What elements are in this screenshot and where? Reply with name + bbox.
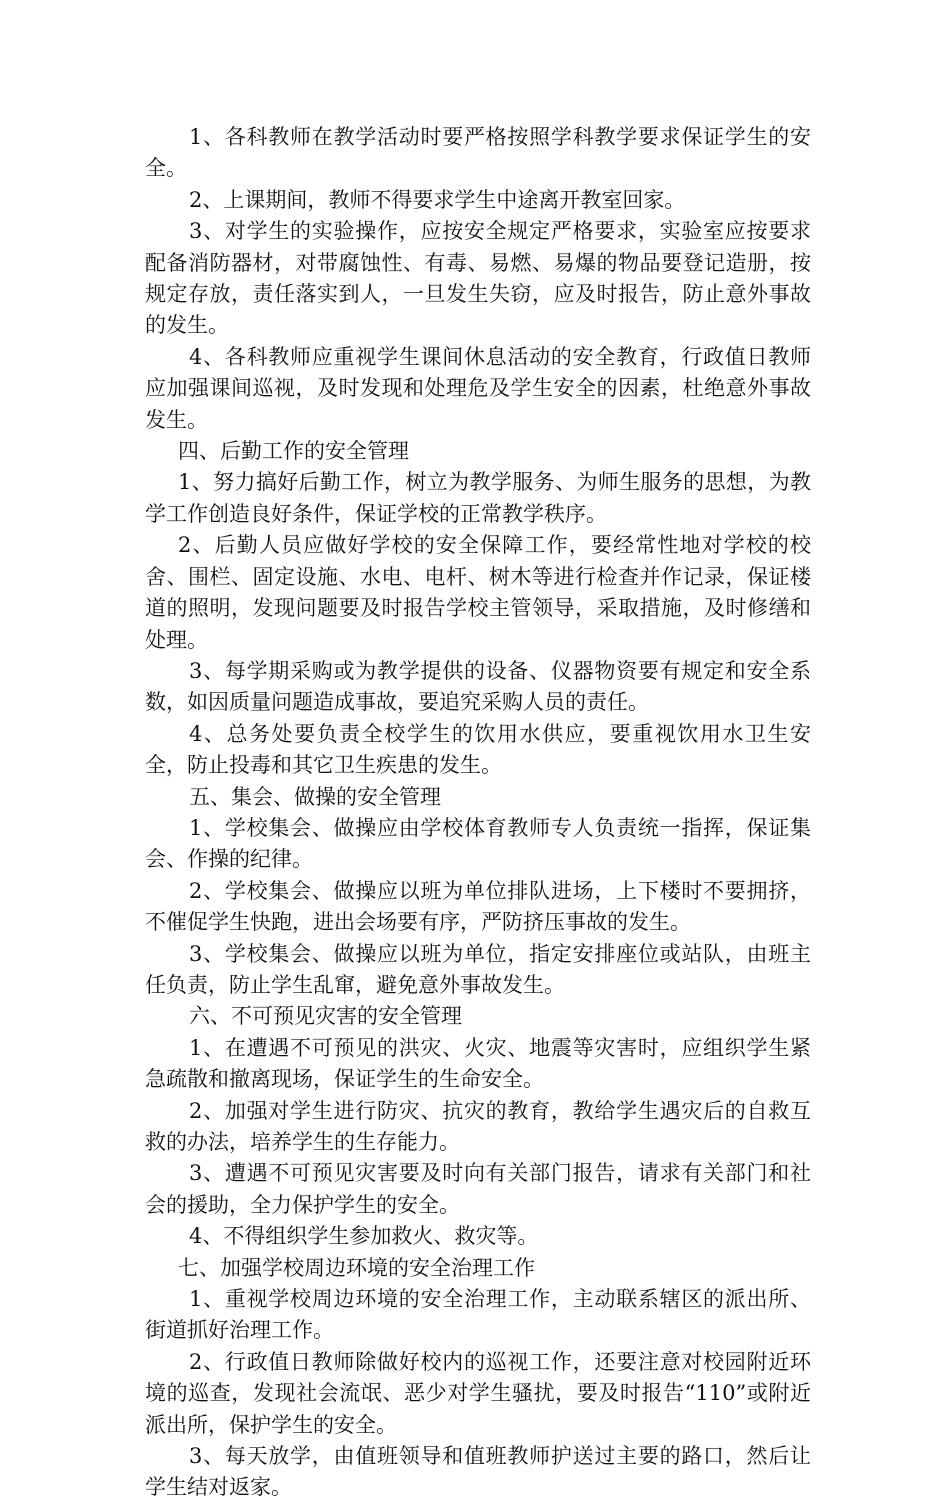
section-heading-4: 四、后勤工作的安全管理 — [178, 439, 409, 464]
paragraph-item-17: 2、行政值日教师除做好校内的巡视工作，还要注意对校园附近环境的巡查，发现社会流氓、恶少对学生骚扰，要及时报告“110”或附近派出所，保护学生的安全。 — [145, 1349, 811, 1437]
paragraph-item-16: 1、重视学校周边环境的安全治理工作，主动联系辖区的派出所、街道抓好治理工作。 — [145, 1287, 811, 1343]
paragraph-item-15: 4、不得组织学生参加救火、救灾等。 — [189, 1224, 539, 1249]
paragraph-item-18: 3、每天放学，由值班领导和值班教师护送过主要的路口，然后让学生结对返家。 — [145, 1444, 811, 1500]
section-heading-6: 六、不可预见灾害的安全管理 — [189, 1004, 462, 1029]
paragraph-item-13: 2、加强对学生进行防灾、抗灾的教育，教给学生遇灾后的自救互救的办法，培养学生的生存能力。 — [145, 1098, 811, 1154]
paragraph-item-5: 1、努力搞好后勤工作，树立为教学服务、为师生服务的思想，为教学工作创造良好条件，保证学校的正常教学秩序。 — [145, 470, 811, 526]
paragraph-item-6: 2、后勤人员应做好学校的安全保障工作，要经常性地对学校的校舍、围栏、固定设施、水电、电杆、树木等进行检查并作记录，保证楼道的照明，发现问题要及时报告学校主管领导，采取措施，及时修缮和处理。 — [145, 533, 811, 652]
paragraph-item-3: 3、对学生的实验操作，应按安全规定严格要求，实验室应按要求配备消防器材，对带腐蚀性、有毒、易燃、易爆的物品要登记造册，按规定存放，责任落实到人，一旦发生失窃，应及时报告，防止意外事故的发生。 — [145, 219, 811, 338]
paragraph-item-14: 3、遭遇不可预见灾害要及时向有关部门报告，请求有关部门和社会的援助，全力保护学生的安全。 — [145, 1161, 811, 1217]
paragraph-item-7: 3、每学期采购或为教学提供的设备、仪器物资要有规定和安全系数，如因质量问题造成事故，要追究采购人员的责任。 — [145, 658, 811, 715]
document-body — [145, 122, 811, 1504]
paragraph-item-4: 4、各科教师应重视学生课间休息活动的安全教育，行政值日教师应加强课间巡视，及时发现和处理危及学生安全的因素，杜绝意外事故发生。 — [145, 344, 811, 432]
section-heading-7: 七、加强学校周边环境的安全治理工作 — [178, 1255, 535, 1280]
paragraph-item-9: 1、学校集会、做操应由学校体育教师专人负责统一指挥，保证集会、作操的纪律。 — [145, 815, 811, 872]
paragraph-item-11: 3、学校集会、做操应以班为单位，指定安排座位或站队，由班主任负责，防止学生乱窜，避免意外事故发生。 — [145, 941, 811, 997]
paragraph-item-2: 2、上课期间，教师不得要求学生中途离开教室回家。 — [189, 187, 686, 212]
section-heading-5: 五、集会、做操的安全管理 — [189, 784, 441, 809]
paragraph-item-8: 4、总务处要负责全校学生的饮用水供应，要重视饮用水卫生安全，防止投毒和其它卫生疾患的发生。 — [145, 721, 811, 778]
paragraph-item-1: 1、各科教师在教学活动时要严格按照学科教学要求保证学生的安全。 — [145, 125, 811, 181]
paragraph-item-10: 2、学校集会、做操应以班为单位排队进场，上下楼时不要拥挤，不催促学生快跑，进出会场要有序，严防挤压事故的发生。 — [145, 878, 811, 935]
paragraph-item-12: 1、在遭遇不可预见的洪灾、火灾、地震等灾害时，应组织学生紧急疏散和撤离现场，保证学生的生命安全。 — [145, 1035, 811, 1092]
